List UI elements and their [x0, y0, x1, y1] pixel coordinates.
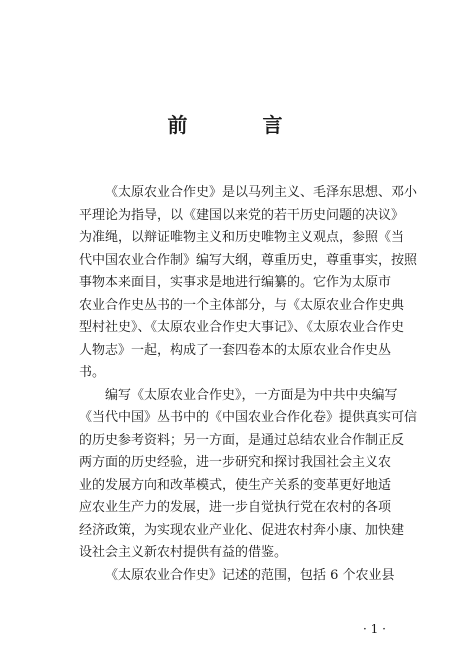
page-number: · 1 ·: [363, 622, 386, 636]
text-line: 业的发展方向和改革模式，使生产关系的变革更好地适: [79, 477, 392, 493]
text-line: 编写《太原农业合作史》，一方面是为中共中央编写: [105, 387, 398, 403]
text-line: 平理论为指导，以《建国以来党的若干历史问题的决议》: [79, 207, 405, 223]
text-line: 的历史参考资料；另一方面，是通过总结农业合作制正反: [79, 432, 405, 448]
preface-body: [79, 182, 418, 587]
text-line: 农业合作史丛书的一个主体部分，与《太原农业合作史典: [79, 297, 405, 313]
text-line: 为准绳，以辩证唯物主义和历史唯物主义观点，参照《当: [79, 230, 405, 245]
text-line: 型村社史》、《太原农业合作史大事记》、《太原农业合作史: [79, 320, 405, 335]
text-line: 《太原农业合作史》是以马列主义、毛泽东思想、邓小: [105, 185, 418, 200]
text-line: 《当代中国》丛书中的《中国农业合作化卷》提供真实可信: [79, 410, 418, 425]
page-title: 前 言: [167, 113, 317, 137]
text-line: 设社会主义新农村提供有益的借鉴。: [79, 545, 288, 560]
text-line: 人物志》一起，构成了一套四卷本的太原农业合作史丛: [79, 342, 392, 358]
text-line: 两方面的历史经验，进一步研究和探讨我国社会主义农: [79, 455, 392, 470]
text-line: 代中国农业合作制》编写大纲，尊重历史，尊重事实，按照: [79, 252, 418, 268]
text-line: 应农业生产力的发展，进一步自觉执行党在农村的各项: [79, 500, 392, 515]
text-line: 书。: [79, 365, 106, 380]
text-line: 经济政策，为实现农业产业化、促进农村奔小康、加快建: [79, 522, 405, 538]
text-line: 《太原农业合作史》记述的范围，包括 6 个农业县: [105, 567, 395, 583]
text-line: 事物本来面目，实事求是地进行编纂的。它作为太原市: [79, 275, 392, 290]
